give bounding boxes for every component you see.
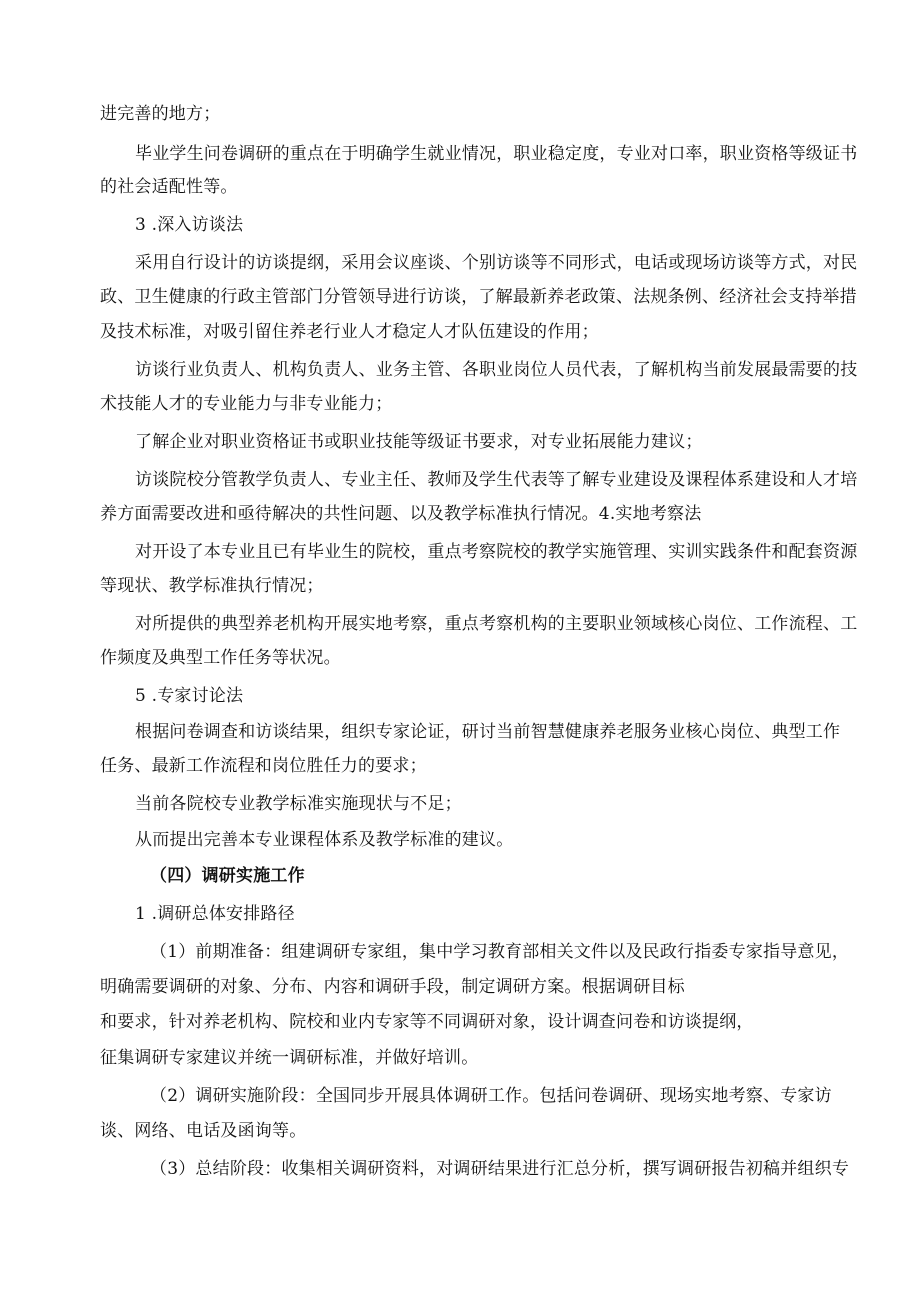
text-line: 访谈院校分管教学负责人、专业主任、教师及学生代表等了解专业建设及课程体系建设和人才培	[135, 470, 858, 490]
text-line: （1）前期准备：组建调研专家组，集中学习教育部相关文件以及民政行指委专家指导意见，	[150, 942, 850, 962]
text-line: 等现状、教学标准执行情况；	[100, 576, 324, 596]
section-heading: 1 .调研总体安排路径	[135, 904, 295, 924]
section-heading: 3 .深入访谈法	[135, 215, 244, 235]
text-line: 进完善的地方；	[100, 104, 221, 124]
text-line: 及技术标准，对吸引留住养老行业人才稳定人才队伍建设的作用；	[100, 322, 599, 342]
text-line: 政、卫生健康的行政主管部门分管领导进行访谈，了解最新养老政策、法规条例、经济社会支持举措	[100, 287, 857, 307]
text-line: 对所提供的典型养老机构开展实地考察，重点考察机构的主要职业领域核心岗位、工作流程、工	[135, 614, 858, 634]
text-line: 作频度及典型工作任务等状况。	[100, 648, 341, 668]
text-line: 采用自行设计的访谈提纲，采用会议座谈、个别访谈等不同形式，电话或现场访谈等方式，对民	[135, 253, 858, 273]
text-line: （3）总结阶段：收集相关调研资料，对调研结果进行汇总分析，撰写调研报告初稿并组织专	[150, 1159, 850, 1179]
text-line: 明确需要调研的对象、分布、内容和调研手段，制定调研方案。根据调研目标	[100, 977, 685, 997]
subsection-heading: （四）调研实施工作	[150, 866, 305, 886]
text-line: 任务、最新工作流程和岗位胜任力的要求；	[100, 756, 427, 776]
text-line: 和要求，针对养老机构、院校和业内专家等不同调研对象，设计调查问卷和访谈提纲，	[100, 1012, 754, 1032]
text-line: 根据问卷调查和访谈结果，组织专家论证，研讨当前智慧健康养老服务业核心岗位、典型工作	[135, 722, 841, 742]
text-line: 的社会适配性等。	[100, 177, 238, 197]
text-line: 访谈行业负责人、机构负责人、业务主管、各职业岗位人员代表，了解机构当前发展最需要的技	[135, 360, 858, 380]
text-line: 当前各院校专业教学标准实施现状与不足；	[135, 794, 462, 814]
text-line: 毕业学生问卷调研的重点在于明确学生就业情况，职业稳定度，专业对口率，职业资格等级证书	[135, 144, 858, 164]
section-heading: 5 .专家讨论法	[135, 686, 244, 706]
text-line: （2）调研实施阶段：全国同步开展具体调研工作。包括问卷调研、现场实地考察、专家访	[150, 1086, 832, 1106]
text-line: 从而提出完善本专业课程体系及教学标准的建议。	[135, 830, 514, 850]
text-line: 征集调研专家建议并统一调研标准，并做好培训。	[100, 1048, 479, 1068]
text-line: 对开设了本专业且已有毕业生的院校，重点考察院校的教学实施管理、实训实践条件和配套资源	[135, 542, 858, 562]
text-line: 养方面需要改进和亟待解决的共性问题、以及教学标准执行情况。4.实地考察法	[100, 504, 702, 524]
text-line: 了解企业对职业资格证书或职业技能等级证书要求，对专业拓展能力建议；	[135, 432, 703, 452]
text-line: 术技能人才的专业能力与非专业能力；	[100, 394, 393, 414]
text-line: 谈、网络、电话及函询等。	[100, 1121, 307, 1141]
